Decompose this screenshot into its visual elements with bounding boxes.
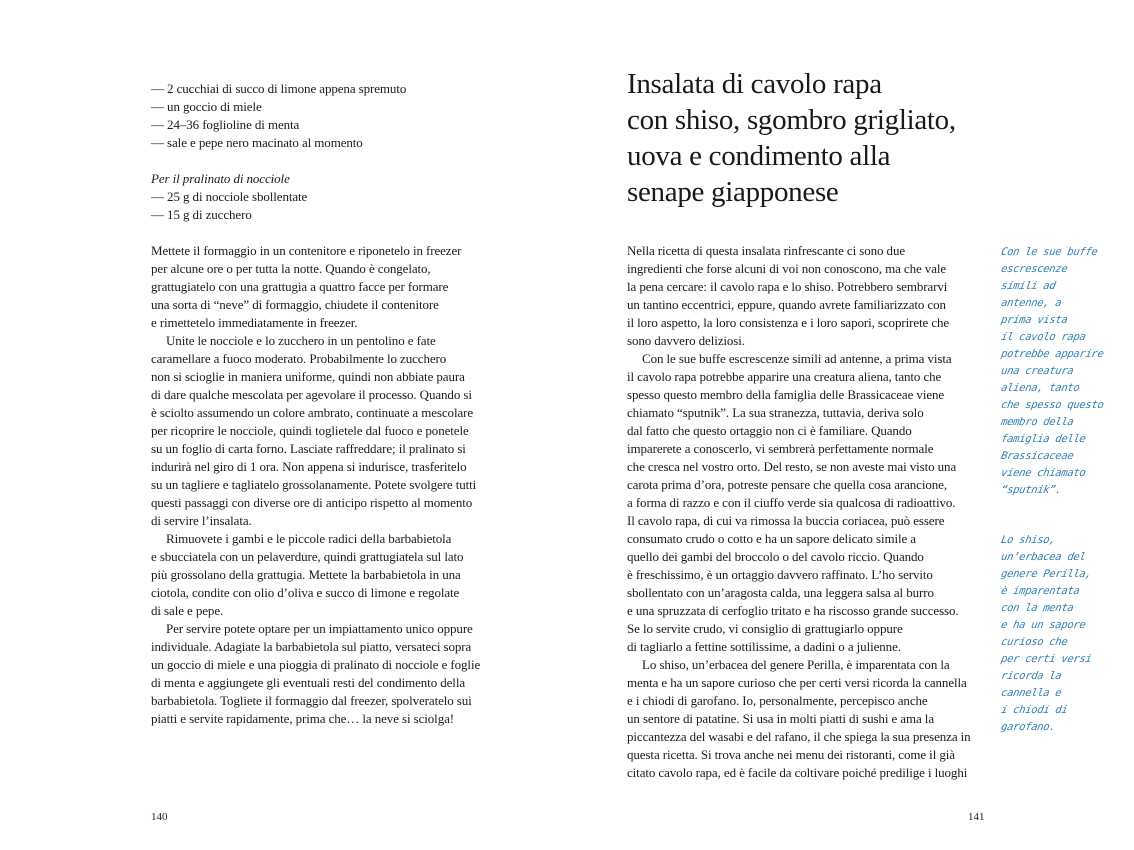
ingredient-item: — 15 g di zucchero: [151, 207, 252, 222]
body-line: per alcune ore o per tutta la notte. Quando è congelato,: [151, 261, 431, 276]
body-line: spesso questo membro della famiglia delle Brassicaceae viene: [627, 387, 945, 402]
body-line: Unite le nocciole e lo zucchero in un pentolino e fate: [166, 333, 436, 348]
note-line: genere Perilla,: [1000, 568, 1093, 580]
note-line: escrescenze: [1000, 263, 1069, 275]
body-line: una sorta di “neve” di formaggio, chiudete il contenitore: [151, 297, 439, 312]
note-line: membro della: [1000, 416, 1075, 428]
title-line: Insalata di cavolo rapa: [627, 68, 882, 100]
title-line: uova e condimento alla: [627, 140, 891, 172]
note-line: cannella e: [1000, 687, 1063, 699]
body-line: a forma di razzo e con il ciuffo verde sia qualcosa di radioattivo.: [627, 495, 956, 510]
body-line: su un foglio di carta forno. Lasciate raffreddare; il pralinato si: [151, 441, 466, 456]
ingredient-item: — sale e pepe nero macinato al momento: [151, 135, 363, 150]
body-line: di tagliarlo a fettine sottilissime, a dadini o a julienne.: [627, 639, 901, 654]
note-line: ricorda la: [1000, 670, 1063, 682]
praline-heading: Per il pralinato di nocciole: [151, 171, 290, 186]
body-line: su un tagliere e tagliatelo grossolanamente. Potete svolgere tutti: [151, 477, 477, 492]
body-line: Il cavolo rapa, di cui va rimossa la buccia coriacea, può essere: [627, 513, 945, 528]
note-line: è imparentata: [1000, 585, 1081, 597]
note-line: i chiodi di: [1000, 704, 1069, 716]
ingredient-item: — 2 cucchiai di succo di limone appena spremuto: [151, 81, 407, 96]
body-line: un goccio di miele e una pioggia di pralinato di nocciole e foglie: [151, 657, 481, 672]
ingredient-item: — 24–36 foglioline di menta: [151, 117, 300, 132]
body-line: Nella ricetta di questa insalata rinfrescante ci sono due: [627, 243, 906, 258]
note-line: che spesso questo: [1000, 399, 1105, 411]
body-line: che cresca nel vostro orto. Del resto, se non aveste mai visto una: [627, 459, 957, 474]
body-line: individuale. Adagiate la barbabietola sul piatto, versateci sopra: [151, 639, 472, 654]
body-line: per ricoprire le nocciole, quindi toglietele dal fuoco e ponetele: [151, 423, 469, 438]
body-line: carota prima d’ora, potreste pensare che quella cosa arancione,: [627, 477, 947, 492]
note-line: un’erbacea del: [1000, 551, 1087, 563]
body-line: non si scioglie in maniera uniforme, quindi non abbiate paura: [151, 369, 465, 384]
body-line: la pena cercare: il cavolo rapa e lo shiso. Potrebbero sembrarvi: [627, 279, 948, 294]
note-line: curioso che: [1000, 636, 1069, 648]
note-line: aliena, tanto: [1000, 382, 1081, 394]
note-line: antenne, a: [1000, 297, 1063, 309]
body-line: barbabietola. Togliete il formaggio dal freezer, spolveratelo sui: [151, 693, 472, 708]
note-line: Lo shiso,: [1000, 534, 1057, 546]
note-line: una creatura: [1000, 365, 1075, 377]
note-line: “sputnik”.: [1000, 484, 1063, 496]
body-line: e rimettetelo immediatamente in freezer.: [151, 315, 358, 330]
note-line: simili ad: [1000, 280, 1057, 292]
note-line: con la menta: [1000, 602, 1075, 614]
right-page: [567, 0, 1134, 850]
body-line: di servire l’insalata.: [151, 513, 252, 528]
page-number: 140: [151, 811, 168, 823]
body-line: di dare qualche mescolata per agevolare il processo. Quando si: [151, 387, 472, 402]
body-line: indurirà nel giro di 1 ora. Non appena si indurisce, trasferitelo: [151, 459, 467, 474]
body-line: un sentore di patatine. Si usa in molti piatti di sushi e ama la: [627, 711, 934, 726]
body-line: questa ricetta. Si trova anche nei menu dei ristoranti, come il già: [627, 747, 955, 762]
body-line: quello dei gambi del broccolo o del cavolo riccio. Quando: [627, 549, 924, 564]
note-line: prima vista: [1000, 314, 1069, 326]
ingredient-item: — un goccio di miele: [151, 99, 262, 114]
body-line: e una spruzzata di cerfoglio tritato e ha riscosso grande successo.: [627, 603, 959, 618]
body-line: è freschissimo, è un ortaggio davvero raffinato. L’ho servito: [627, 567, 933, 582]
note-line: potrebbe apparire: [1000, 348, 1105, 360]
body-line: ingredienti che forse alcuni di voi non conoscono, ma che vale: [627, 261, 947, 276]
body-line: un tantino eccentrici, eppure, quando avrete familiarizzato con: [627, 297, 946, 312]
body-line: ciotola, condite con olio d’oliva e succo di limone e regolate: [151, 585, 460, 600]
note-line: per certi versi: [1000, 653, 1093, 665]
body-line: consumato crudo o cotto e ha un sapore delicato simile a: [627, 531, 916, 546]
body-line: il cavolo rapa potrebbe apparire una creatura aliena, tanto che: [627, 369, 942, 384]
body-line: chiamato “sputnik”. La sua stranezza, tuttavia, deriva solo: [627, 405, 924, 420]
note-line: viene chiamato: [1000, 467, 1087, 479]
title-line: con shiso, sgombro grigliato,: [627, 104, 956, 136]
ingredient-item: — 25 g di nocciole sbollentate: [151, 189, 308, 204]
body-line: sono davvero deliziosi.: [627, 333, 745, 348]
body-line: menta e ha un sapore curioso che per certi versi ricorda la cannella: [627, 675, 967, 690]
body-line: Rimuovete i gambi e le piccole radici della barbabietola: [166, 531, 452, 546]
page-number: 141: [968, 811, 985, 823]
body-line: caramellare a fuoco moderato. Probabilmente lo zucchero: [151, 351, 447, 366]
body-line: e sbucciatela con un pelaverdure, quindi grattugiatela sul lato: [151, 549, 464, 564]
body-line: sbollentato con un’aragosta calda, una leggera salsa al burro: [627, 585, 934, 600]
body-line: Per servire potete optare per un impiattamento unico oppure: [166, 621, 473, 636]
body-line: questi passaggi con diverse ore di anticipo rispetto al momento: [151, 495, 473, 510]
body-line: piccantezza del wasabi e del rafano, il che spiega la sua presenza in: [627, 729, 971, 744]
body-line: è sciolto assumendo un colore ambrato, continuate a mescolare: [151, 405, 474, 420]
body-line: piatti e servite rapidamente, prima che… la neve si sciolga!: [151, 711, 454, 726]
body-line: Con le sue buffe escrescenze simili ad antenne, a prima vista: [642, 351, 952, 366]
body-line: di sale e pepe.: [151, 603, 224, 618]
note-line: famiglia delle: [1000, 433, 1087, 445]
body-line: più grossolano della grattugia. Mettete la barbabietola in una: [151, 567, 461, 582]
title-line: senape giapponese: [627, 176, 839, 208]
body-line: imparerete a conoscerlo, vi sembrerà perfettamente normale: [627, 441, 934, 456]
body-line: Lo shiso, un’erbacea del genere Perilla, è imparentata con la: [642, 657, 950, 672]
body-line: Mettete il formaggio in un contenitore e riponetelo in freezer: [151, 243, 462, 258]
note-line: Con le sue buffe: [1000, 246, 1099, 258]
body-line: grattugiatelo con una grattugia a quattro facce per formare: [151, 279, 449, 294]
body-line: il loro aspetto, la loro consistenza e i loro sapori, scoprirete che: [627, 315, 950, 330]
note-line: garofano.: [1000, 721, 1057, 733]
body-line: di menta e aggiungete gli eventuali resti del condimento della: [151, 675, 466, 690]
body-line: dal fatto che questo ortaggio non ci è familiare. Quando: [627, 423, 912, 438]
body-line: e i chiodi di garofano. Io, personalmente, percepisco anche: [627, 693, 928, 708]
body-line: Se lo servite crudo, vi consiglio di grattugiarlo oppure: [627, 621, 903, 636]
note-line: e ha un sapore: [1000, 619, 1087, 631]
note-line: Brassicaceae: [1000, 450, 1075, 462]
note-line: il cavolo rapa: [1000, 331, 1087, 343]
body-line: citato cavolo rapa, ed è facile da coltivare poiché predilige i luoghi: [627, 765, 968, 780]
